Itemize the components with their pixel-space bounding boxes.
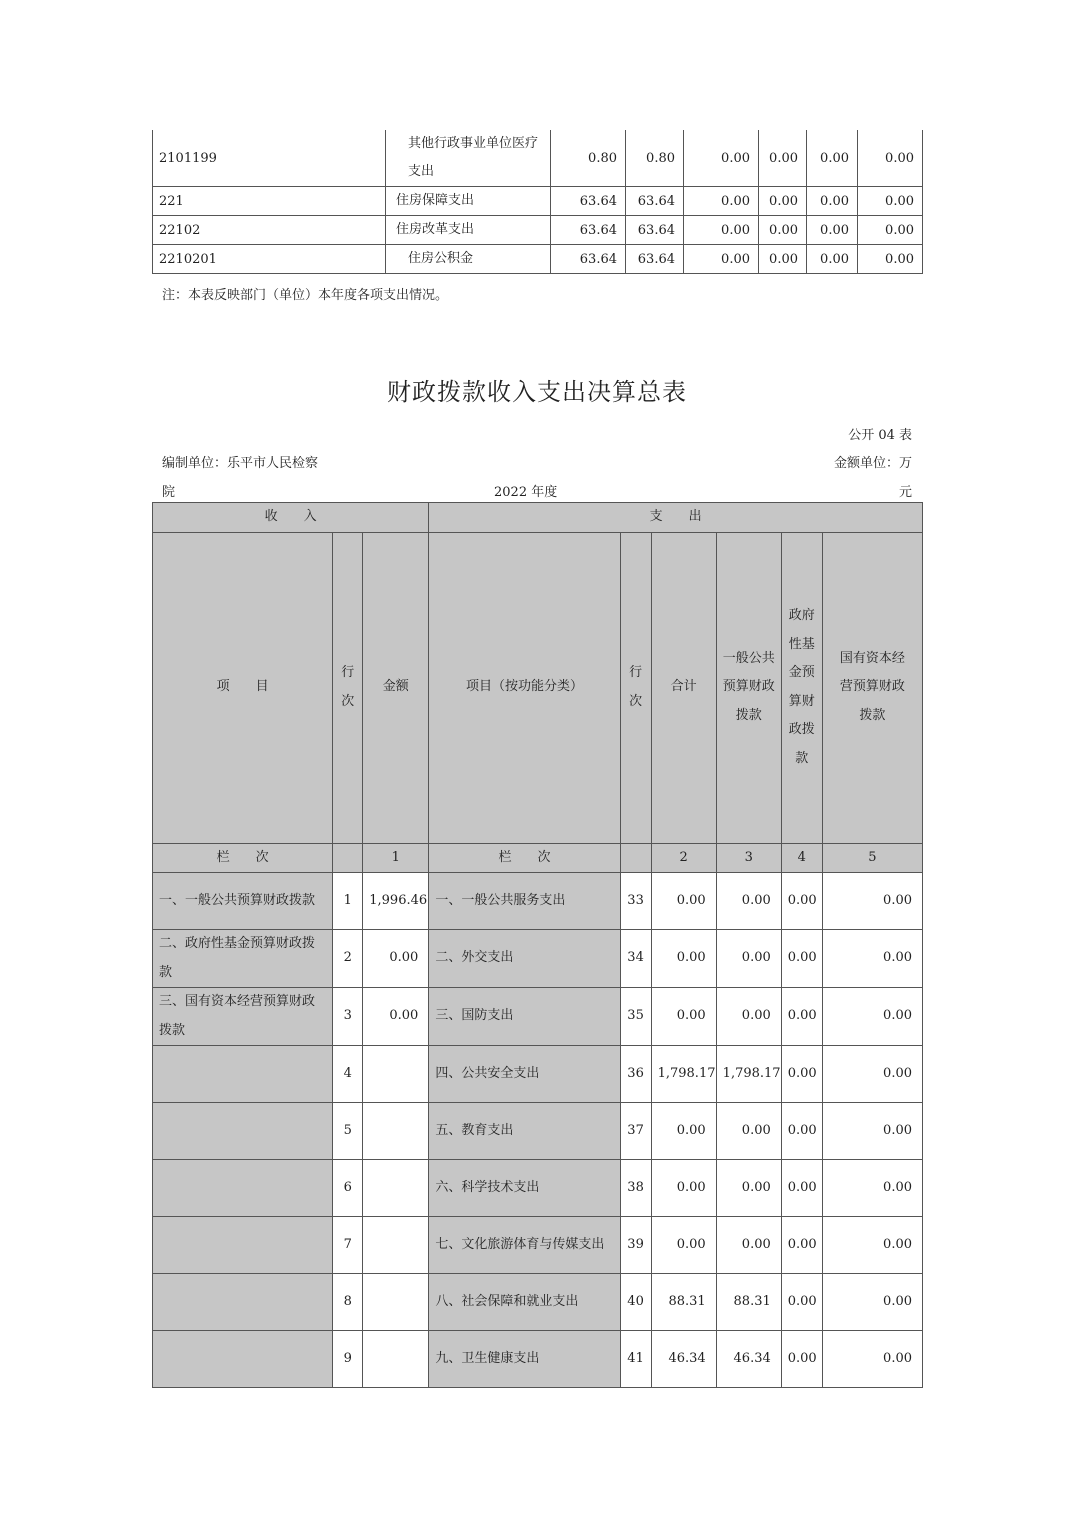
expense-general: 46.34 bbox=[716, 1331, 781, 1388]
expense-state: 0.00 bbox=[822, 1046, 922, 1103]
expense-item: 五、教育支出 bbox=[429, 1103, 620, 1160]
income-header: 收 入 bbox=[153, 503, 429, 533]
expense-item: 七、文化旅游体育与传媒支出 bbox=[429, 1217, 620, 1274]
row-basic: 63.64 bbox=[626, 245, 684, 274]
row-project: 0.00 bbox=[684, 130, 759, 187]
expense-general: 0.00 bbox=[716, 1160, 781, 1217]
table-row bbox=[153, 1046, 923, 1103]
table-note: 注：本表反映部门（单位）本年度各项支出情况。 bbox=[162, 288, 449, 303]
income-amount bbox=[363, 1103, 429, 1160]
income-row-no: 5 bbox=[333, 1103, 363, 1160]
year-label: 2022 年度 bbox=[494, 485, 558, 500]
row-name: 住房改革支出 bbox=[386, 216, 551, 245]
income-amount bbox=[363, 1331, 429, 1388]
expense-row-no: 35 bbox=[620, 988, 651, 1046]
expense-state: 0.00 bbox=[822, 1331, 922, 1388]
income-item bbox=[153, 1160, 333, 1217]
org-label-cont: 院 bbox=[162, 485, 176, 500]
income-amount: 0.00 bbox=[363, 988, 429, 1046]
row-name: 住房保障支出 bbox=[386, 187, 551, 216]
unit-label: 金额单位：万 bbox=[833, 456, 912, 471]
col-state: 国有资本经营预算财政拨款 bbox=[822, 532, 922, 843]
expense-general: 0.00 bbox=[716, 1103, 781, 1160]
expense-total: 46.34 bbox=[651, 1331, 716, 1388]
expense-fund: 0.00 bbox=[781, 930, 822, 988]
expense-state: 0.00 bbox=[822, 1160, 922, 1217]
row-total: 63.64 bbox=[551, 216, 626, 245]
expense-fund: 0.00 bbox=[781, 1160, 822, 1217]
form-id: 公开 04 表 bbox=[848, 428, 912, 443]
band-4: 4 bbox=[781, 843, 822, 873]
expense-row-no: 40 bbox=[620, 1274, 651, 1331]
row-basic: 0.80 bbox=[626, 130, 684, 187]
expense-fund: 0.00 bbox=[781, 873, 822, 930]
expense-fund: 0.00 bbox=[781, 1103, 822, 1160]
row-total: 0.80 bbox=[551, 130, 626, 187]
income-amount bbox=[363, 1274, 429, 1331]
expense-header: 支 出 bbox=[429, 503, 923, 533]
income-row-no: 3 bbox=[333, 988, 363, 1046]
expense-item: 二、外交支出 bbox=[429, 930, 620, 988]
expense-fund: 0.00 bbox=[781, 1046, 822, 1103]
band-3: 3 bbox=[716, 843, 781, 873]
row-value: 0.00 bbox=[858, 245, 923, 274]
income-row-no: 9 bbox=[333, 1331, 363, 1388]
row-total: 63.64 bbox=[551, 245, 626, 274]
expense-total: 88.31 bbox=[651, 1274, 716, 1331]
income-item bbox=[153, 1046, 333, 1103]
expense-total: 0.00 bbox=[651, 1103, 716, 1160]
row-value: 0.00 bbox=[807, 130, 858, 187]
income-item: 二、政府性基金预算财政拨款 bbox=[153, 930, 333, 988]
row-value: 0.00 bbox=[858, 130, 923, 187]
expense-fund: 0.00 bbox=[781, 1274, 822, 1331]
row-value: 0.00 bbox=[759, 216, 807, 245]
band-label-2: 栏 次 bbox=[429, 843, 620, 873]
fiscal-summary-table bbox=[152, 502, 923, 1388]
col-row-no-2: 行次 bbox=[620, 532, 651, 843]
col-item: 项 目 bbox=[153, 532, 333, 843]
expense-total: 0.00 bbox=[651, 1160, 716, 1217]
expense-general: 0.00 bbox=[716, 1217, 781, 1274]
row-value: 0.00 bbox=[807, 187, 858, 216]
income-item bbox=[153, 1274, 333, 1331]
row-value: 0.00 bbox=[807, 245, 858, 274]
col-amount: 金额 bbox=[363, 532, 429, 843]
table-row bbox=[153, 1160, 923, 1217]
row-name: 住房公积金 bbox=[386, 245, 551, 274]
col-fund: 政府性基金预算财政拨款 bbox=[781, 532, 822, 843]
expenditure-detail-table bbox=[152, 130, 923, 274]
col-general: 一般公共预算财政拨款 bbox=[716, 532, 781, 843]
expense-total: 1,798.17 bbox=[651, 1046, 716, 1103]
expense-item: 六、科学技术支出 bbox=[429, 1160, 620, 1217]
band-5: 5 bbox=[822, 843, 922, 873]
row-value: 0.00 bbox=[759, 245, 807, 274]
income-row-no: 6 bbox=[333, 1160, 363, 1217]
expense-state: 0.00 bbox=[822, 873, 922, 930]
expense-state: 0.00 bbox=[822, 988, 922, 1046]
band-empty bbox=[333, 843, 363, 873]
income-item: 三、国有资本经营预算财政拨款 bbox=[153, 988, 333, 1046]
table-row bbox=[153, 1274, 923, 1331]
income-item bbox=[153, 1331, 333, 1388]
row-code: 2101199 bbox=[153, 130, 386, 187]
table-row bbox=[153, 245, 923, 274]
income-row-no: 7 bbox=[333, 1217, 363, 1274]
expense-fund: 0.00 bbox=[781, 1331, 822, 1388]
row-value: 0.00 bbox=[759, 187, 807, 216]
expense-state: 0.00 bbox=[822, 1217, 922, 1274]
expense-state: 0.00 bbox=[822, 1103, 922, 1160]
row-code: 221 bbox=[153, 187, 386, 216]
expense-row-no: 41 bbox=[620, 1331, 651, 1388]
row-value: 0.00 bbox=[807, 216, 858, 245]
row-code: 2210201 bbox=[153, 245, 386, 274]
col-row-no: 行次 bbox=[333, 532, 363, 843]
unit-label-cont: 元 bbox=[898, 485, 912, 500]
row-name: 其他行政事业单位医疗支出 bbox=[386, 130, 551, 187]
income-item: 一、一般公共预算财政拨款 bbox=[153, 873, 333, 930]
expense-total: 0.00 bbox=[651, 873, 716, 930]
page-title: 财政拨款收入支出决算总表 bbox=[387, 378, 687, 406]
table-row bbox=[153, 988, 923, 1046]
expense-state: 0.00 bbox=[822, 1274, 922, 1331]
expense-general: 0.00 bbox=[716, 873, 781, 930]
table-row bbox=[153, 873, 923, 930]
band-empty-2 bbox=[620, 843, 651, 873]
row-code: 22102 bbox=[153, 216, 386, 245]
income-item bbox=[153, 1103, 333, 1160]
expense-item: 三、国防支出 bbox=[429, 988, 620, 1046]
expense-total: 0.00 bbox=[651, 1217, 716, 1274]
expense-total: 0.00 bbox=[651, 988, 716, 1046]
band-2: 2 bbox=[651, 843, 716, 873]
expense-item: 八、社会保障和就业支出 bbox=[429, 1274, 620, 1331]
row-value: 0.00 bbox=[858, 187, 923, 216]
org-label: 编制单位：乐平市人民检察 bbox=[162, 456, 319, 471]
expense-row-no: 37 bbox=[620, 1103, 651, 1160]
expense-row-no: 34 bbox=[620, 930, 651, 988]
income-row-no: 1 bbox=[333, 873, 363, 930]
income-amount bbox=[363, 1046, 429, 1103]
expense-row-no: 33 bbox=[620, 873, 651, 930]
col-total: 合计 bbox=[651, 532, 716, 843]
row-project: 0.00 bbox=[684, 216, 759, 245]
table-row bbox=[153, 930, 923, 988]
income-amount bbox=[363, 1217, 429, 1274]
row-project: 0.00 bbox=[684, 245, 759, 274]
band-label: 栏 次 bbox=[153, 843, 333, 873]
expense-row-no: 36 bbox=[620, 1046, 651, 1103]
table-row bbox=[153, 130, 923, 187]
income-amount bbox=[363, 1160, 429, 1217]
row-project: 0.00 bbox=[684, 187, 759, 216]
income-row-no: 2 bbox=[333, 930, 363, 988]
row-value: 0.00 bbox=[858, 216, 923, 245]
band-1: 1 bbox=[363, 843, 429, 873]
income-amount: 1,996.46 bbox=[363, 873, 429, 930]
income-item bbox=[153, 1217, 333, 1274]
expense-row-no: 38 bbox=[620, 1160, 651, 1217]
income-row-no: 4 bbox=[333, 1046, 363, 1103]
expense-row-no: 39 bbox=[620, 1217, 651, 1274]
row-basic: 63.64 bbox=[626, 187, 684, 216]
table-row bbox=[153, 216, 923, 245]
expense-item: 九、卫生健康支出 bbox=[429, 1331, 620, 1388]
table-row bbox=[153, 187, 923, 216]
expense-general: 88.31 bbox=[716, 1274, 781, 1331]
table-row bbox=[153, 1331, 923, 1388]
expense-general: 1,798.17 bbox=[716, 1046, 781, 1103]
expense-fund: 0.00 bbox=[781, 1217, 822, 1274]
expense-total: 0.00 bbox=[651, 930, 716, 988]
expense-item: 一、一般公共服务支出 bbox=[429, 873, 620, 930]
expense-general: 0.00 bbox=[716, 930, 781, 988]
row-basic: 63.64 bbox=[626, 216, 684, 245]
income-row-no: 8 bbox=[333, 1274, 363, 1331]
table-row bbox=[153, 1217, 923, 1274]
expense-general: 0.00 bbox=[716, 988, 781, 1046]
row-value: 0.00 bbox=[759, 130, 807, 187]
expense-item: 四、公共安全支出 bbox=[429, 1046, 620, 1103]
expense-state: 0.00 bbox=[822, 930, 922, 988]
col-func-item: 项目（按功能分类） bbox=[429, 532, 620, 843]
income-amount: 0.00 bbox=[363, 930, 429, 988]
table-row bbox=[153, 1103, 923, 1160]
expense-fund: 0.00 bbox=[781, 988, 822, 1046]
row-total: 63.64 bbox=[551, 187, 626, 216]
